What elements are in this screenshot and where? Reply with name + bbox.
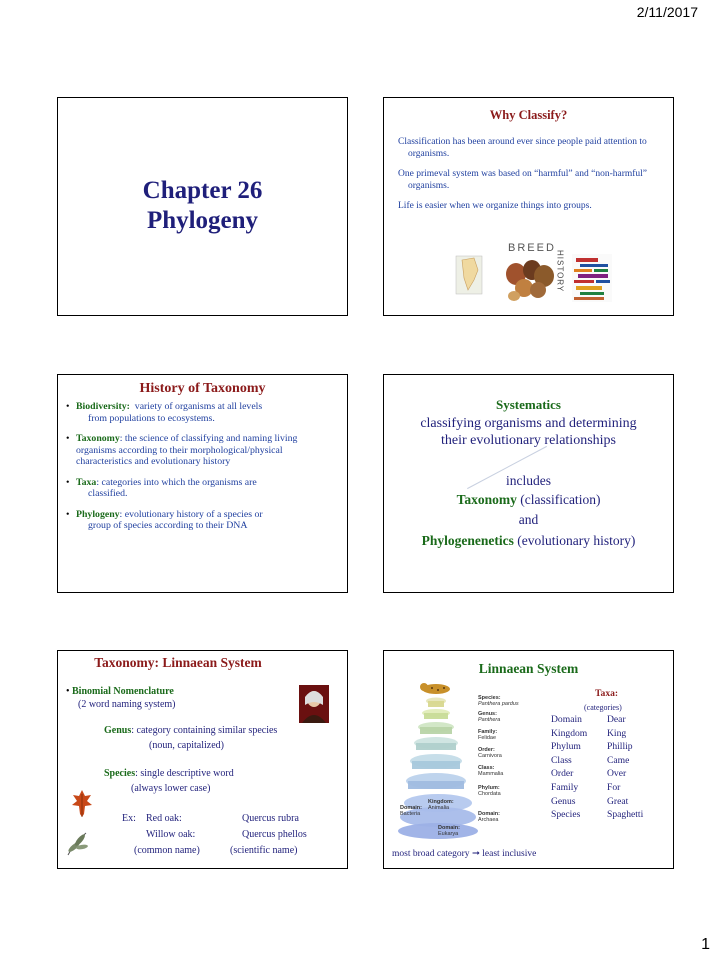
slide-systematics [383, 374, 674, 593]
taxonomy-paren: (classification) [520, 492, 601, 507]
species-line [104, 768, 234, 780]
kingdom-label: Kingdom: [428, 799, 454, 805]
genus-name-label: Panthera [478, 717, 501, 723]
kingdom-name-label: Animalia [428, 805, 450, 811]
mnemonic-item: Great [607, 795, 629, 807]
map-image [456, 256, 482, 294]
and-label: and [518, 512, 539, 527]
bullet-definition: : the science of classifying and naming living organisms according to their morphological/physical characteristics and evolutionary history [76, 433, 298, 467]
includes-label: includes [506, 473, 551, 488]
rank-item: Class [551, 754, 572, 766]
class-label: Class: [478, 765, 495, 771]
bullet-definition-cont: from populations to ecosystems. [88, 412, 215, 424]
bullet-term: Taxonomy [76, 433, 120, 444]
domain-bacteria-name-label: Bacteria [400, 811, 421, 817]
scientific-name-label: (scientific name) [230, 845, 298, 856]
species-label: Species: [478, 695, 501, 701]
phylogenetics-term: Phylogenenetics [421, 533, 514, 548]
bullet-definition: : categories into which the organisms are [96, 476, 257, 488]
bullet-term: Taxa [76, 476, 97, 488]
history-word: HISTORY [555, 250, 565, 293]
taxonomy-line [384, 492, 673, 508]
arrow-right-icon: ➞ [471, 849, 480, 859]
bullet-item [66, 509, 339, 532]
slide-why-classify [383, 97, 674, 316]
example-red-oak-scientific: Quercus rubra [242, 813, 299, 824]
domain-bacteria-label: Domain: [400, 805, 422, 811]
mnemonic-item: King [607, 727, 627, 739]
paragraph: Classification has been around ever since people paid attention to organisms. [398, 137, 647, 159]
genus-note: (noun, capitalized) [149, 740, 224, 751]
bullet-term: Biodiversity: [76, 401, 130, 412]
breed-history-illustration [454, 240, 614, 308]
bullet-item [66, 433, 339, 468]
class-name-label: Mammalia [478, 771, 504, 777]
rank-list [551, 714, 587, 823]
phylum-name-label: Chordata [478, 791, 501, 797]
species-note: (always lower case) [131, 783, 211, 794]
leopard-image [420, 683, 450, 694]
slide-chapter-title [57, 97, 348, 316]
chapter-title [58, 176, 347, 236]
family-label: Family: [478, 729, 498, 735]
slide-taxonomy-linnaean [57, 650, 348, 869]
rank-item: Domain [551, 714, 582, 725]
breadth-right: least inclusive [482, 849, 537, 859]
binomial-bullet: • Binomial Nomenclature [66, 686, 174, 697]
species-def: : single descriptive word [135, 768, 234, 779]
genus-label: Genus: [478, 711, 497, 717]
red-oak-leaf-icon [70, 788, 94, 818]
slide-linnaean-system [383, 650, 674, 869]
slide-title: Linnaean System [478, 661, 579, 676]
willow-oak-leaf-icon [64, 829, 92, 859]
breed-word: BREED [508, 242, 556, 254]
example-willow-oak-scientific: Quercus phellos [242, 829, 307, 840]
linnaeus-portrait [299, 685, 329, 723]
bullet-item [66, 401, 339, 424]
rank-item: Phylum [551, 741, 581, 753]
systematics-definition [384, 415, 673, 449]
chapter-title-line1: Chapter 26 [142, 177, 263, 204]
categories-label: (categories) [584, 703, 622, 712]
breadth-left: most broad category [392, 849, 470, 859]
mnemonic-item: Dear [607, 714, 626, 725]
bullet-item [66, 477, 339, 500]
chapter-title-line2: Phylogeny [146, 207, 259, 234]
taxonomy-term: Taxonomy [456, 492, 517, 507]
bullet-definition-cont: group of species according to their DNA [88, 520, 248, 531]
domain-eukarya-name-label: Eukarya [438, 831, 459, 837]
rank-item: Order [551, 768, 574, 780]
example-red-oak-common: Red oak: [146, 813, 182, 824]
domain-archaea-name-label: Archaea [478, 817, 499, 823]
taxonomy-stack-diagram [398, 679, 548, 839]
genus-term: Genus [104, 725, 132, 736]
mnemonic-item: For [607, 781, 621, 793]
example-willow-oak-common: Willow oak: [146, 829, 196, 840]
slide-body [398, 136, 663, 220]
rank-item: Kingdom [551, 727, 588, 739]
rank-item: Genus [551, 795, 576, 807]
phylum-label: Phylum: [478, 785, 500, 791]
definition-line1: classifying organisms and determining [420, 416, 637, 431]
mnemonic-item: Over [607, 768, 627, 780]
binomial-term: Binomial Nomenclature [72, 686, 174, 697]
page-number: 1 [701, 936, 710, 953]
slide-title: Taxonomy: Linnaean System [94, 655, 262, 670]
slide-title: Why Classify? [489, 108, 568, 122]
mnemonic-item: Phillip [607, 741, 633, 753]
rank-item: Species [551, 809, 581, 821]
common-name-label: (common name) [134, 845, 200, 856]
paragraph: One primeval system was based on “harmful” and “non-harmful” organisms. [398, 169, 648, 191]
bullet-definition-cont: classified. [88, 488, 128, 499]
definition-line2: their evolutionary relationships [441, 433, 616, 448]
slide-title: History of Taxonomy [139, 381, 266, 396]
taxa-label: Taxa: [595, 688, 619, 699]
phylogenetics-paren: (evolutionary history) [517, 533, 636, 548]
slide-title: Systematics [496, 397, 561, 412]
genus-line [104, 725, 277, 737]
bullet-list [66, 401, 339, 541]
mnemonic-list [607, 714, 643, 823]
phylogenetics-line [384, 533, 673, 549]
dogs-image [506, 260, 554, 301]
word-collage-image [572, 254, 612, 302]
slide-history-of-taxonomy [57, 374, 348, 593]
paragraph: Life is easier when we organize things into groups. [398, 201, 592, 211]
order-name-label: Carnivora [478, 753, 502, 759]
breadth-note [392, 849, 536, 860]
binomial-sub: (2 word naming system) [78, 699, 176, 710]
rank-item: Family [551, 781, 579, 793]
bullet-definition: variety of organisms at all levels [134, 401, 263, 412]
mnemonic-item: Came [607, 754, 630, 766]
order-label: Order: [478, 747, 495, 753]
family-name-label: Felidae [478, 735, 497, 741]
bullet-term: Phylogeny [76, 508, 120, 520]
domain-archaea-label: Domain: [478, 811, 500, 817]
genus-def: : category containing similar species [131, 725, 278, 736]
species-name-label: Panthera pardus [478, 701, 519, 707]
bullet-definition: : evolutionary history of a species or [119, 508, 263, 520]
domain-eukarya-label: Domain: [438, 825, 460, 831]
species-term: Species [104, 768, 136, 779]
mnemonic-item: Spaghetti [607, 809, 644, 821]
example-label: Ex: [122, 813, 136, 824]
header-date: 2/11/2017 [636, 4, 698, 20]
